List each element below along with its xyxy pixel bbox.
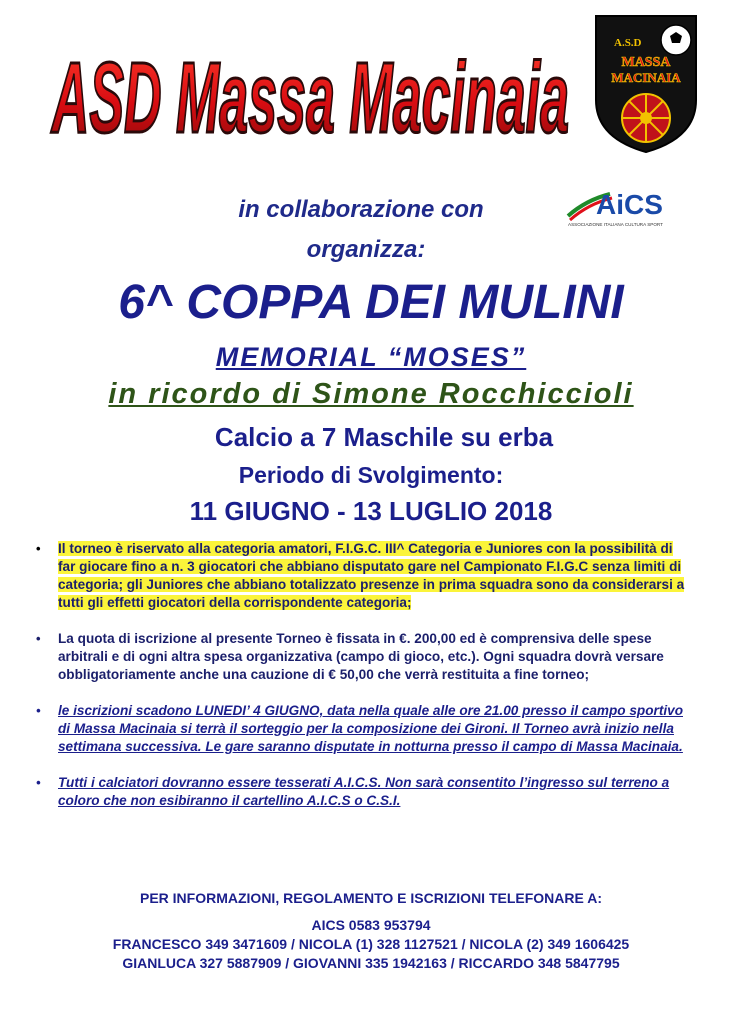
- event-title: 6^ COPPA DEI MULINI: [118, 276, 624, 329]
- organizza-line: organizza:: [306, 236, 426, 263]
- bullet-icon: •: [36, 775, 41, 790]
- rule-item: [36, 630, 686, 684]
- bullet-icon: •: [36, 703, 41, 718]
- aics-logo: [566, 186, 672, 230]
- contacts-block: [0, 916, 742, 973]
- rules-list: [36, 540, 686, 828]
- contacts-line-2: GIANLUCA 327 5887909 / GIOVANNI 335 1942163 / RICCARDO 348 5847795: [122, 955, 620, 971]
- memorial-line: MEMORIAL “MOSES”: [215, 342, 527, 372]
- period-label: Periodo di Svolgimento:: [238, 462, 504, 488]
- bullet-icon: •: [36, 631, 41, 646]
- category-line: Calcio a 7 Maschile su erba: [214, 422, 554, 452]
- main-title-text: ASD Massa Macinaia: [51, 41, 570, 154]
- rule-text: La quota di iscrizione al presente Torneo è fissata in €. 200,00 ed è comprensiva delle spese arbitrali e di ogni altra spesa organizzativa (campo di gioco, etc.). Ogni squadra dovrà versare obbligatoriamente anche una cauzione di € 50,00 che verrà restituita a fine torneo;: [58, 631, 664, 682]
- rule-text: le iscrizioni scadono LUNEDI’ 4 GIUGNO, data nella quale alle ore 21.00 presso il campo sportivo di Massa Macinaia si terrà il sorteggio per la composizione dei Gironi. Il Torneo avrà inizio nella settimana successiva. Le gare saranno disputate in notturna presso il campo di Massa Macinaia.: [58, 703, 683, 754]
- logo-massa-text: MASSA: [621, 55, 671, 70]
- logo-asd-text: A.S.D: [614, 37, 642, 49]
- logo-macinaia-text: MACINAIA: [611, 70, 681, 85]
- club-logo: [592, 12, 700, 156]
- aics-phone: AICS 0583 953794: [311, 917, 431, 933]
- rule-item: [36, 540, 686, 612]
- rule-item: [36, 774, 686, 810]
- rule-item: [36, 702, 686, 756]
- main-title: [40, 14, 580, 164]
- rule-text: Il torneo è riservato alla categoria amatori, F.I.G.C. III^ Categoria e Juniores con la possibilità di far giocare fino a n. 3 giocatori che abbiano disputato gare nel Campionato F.I.G.C senza limiti di categoria; gli Juniores che abbiano totalizzato presenze in prima squadra sono da considerarsi a tutti gli effetti giocatori della corrispondente categoria;: [58, 541, 685, 610]
- info-heading: PER INFORMAZIONI, REGOLAMENTO E ISCRIZIONI TELEFONARE A:: [139, 890, 602, 906]
- contacts-line-1: FRANCESCO 349 3471609 / NICOLA (1) 328 1127521 / NICOLA (2) 349 1606425: [112, 936, 630, 952]
- aics-logo-text: AiCS: [596, 189, 663, 220]
- bullet-icon: •: [36, 541, 41, 556]
- aics-logo-subtext: ASSOCIAZIONE ITALIANA CULTURA SPORT: [568, 222, 663, 227]
- collab-line: in collaborazione con: [238, 196, 484, 223]
- rule-text: Tutti i calciatori dovranno essere tesserati A.I.C.S. Non sarà consentito l’ingresso sul terreno a coloro che non esibiranno il cartellino A.I.C.S o C.S.I.: [58, 775, 670, 808]
- event-dates: 11 GIUGNO - 13 LUGLIO 2018: [189, 496, 553, 526]
- ricordo-line: in ricordo di Simone Rocchiccioli: [108, 378, 634, 410]
